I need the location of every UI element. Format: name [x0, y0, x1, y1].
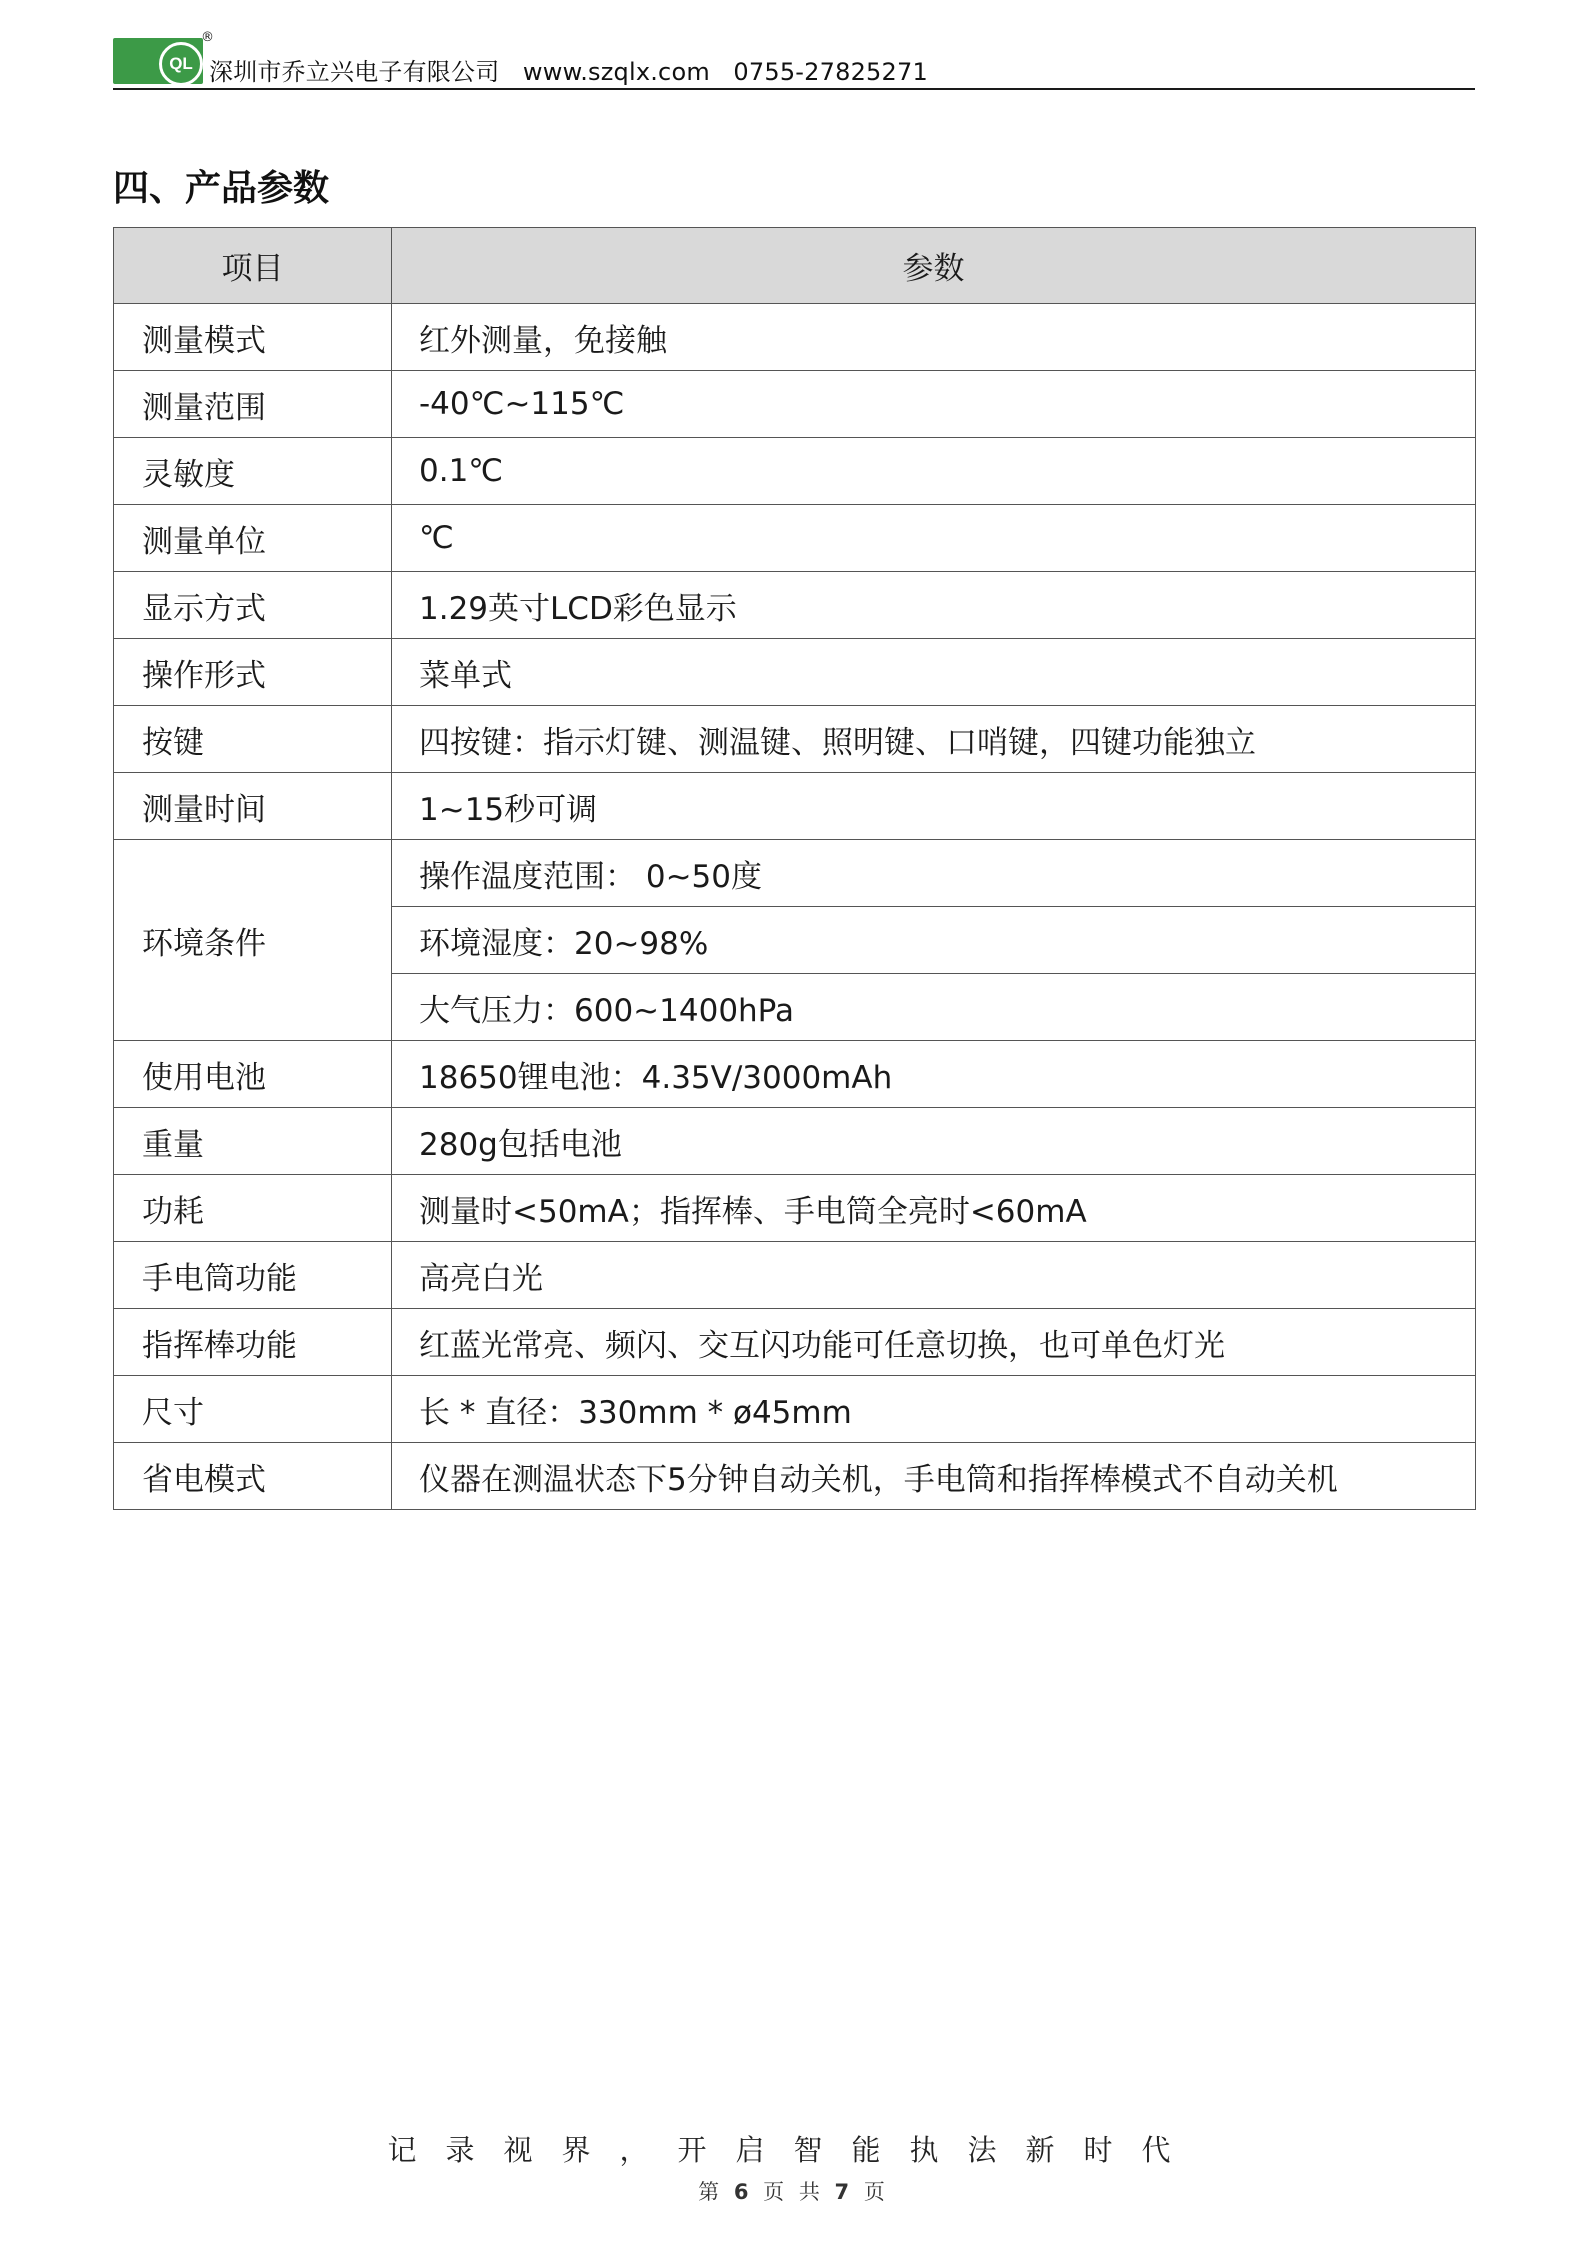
table-row [114, 706, 1476, 773]
row-value: 18650锂电池：4.35V/3000mAh [392, 1041, 1476, 1108]
row-value: ℃ [392, 505, 1476, 572]
column-header-item: 项目 [114, 228, 392, 304]
row-item: 测量单位 [114, 505, 392, 572]
page-number [0, 2176, 1587, 2206]
row-value: 测量时<50mA；指挥棒、手电筒全亮时<60mA [392, 1175, 1476, 1242]
section-title: 四、产品参数 [113, 168, 330, 209]
row-item: 测量范围 [114, 371, 392, 438]
company-website: www.szqlx.com [522, 58, 710, 86]
row-item: 尺寸 [114, 1376, 392, 1443]
row-item: 指挥棒功能 [114, 1309, 392, 1376]
row-item: 操作形式 [114, 639, 392, 706]
page-prefix: 第 [698, 2180, 724, 2204]
page-suffix: 页 [863, 2180, 889, 2204]
page-middle: 页 共 [763, 2180, 824, 2204]
row-value: 仪器在测温状态下5分钟自动关机，手电筒和指挥棒模式不自动关机 [392, 1443, 1476, 1510]
table-row [114, 438, 1476, 505]
row-item: 手电筒功能 [114, 1242, 392, 1309]
table-row [114, 773, 1476, 840]
page-current: 6 [733, 2180, 753, 2204]
company-name: 深圳市乔立兴电子有限公司 [209, 58, 500, 86]
row-item: 环境条件 [114, 840, 392, 1041]
row-value: -40℃~115℃ [392, 371, 1476, 438]
page-header [113, 30, 1475, 90]
row-value: 环境湿度：20~98% [392, 907, 1476, 974]
row-item: 省电模式 [114, 1443, 392, 1510]
table-row [114, 639, 1476, 706]
row-value: 长 * 直径：330mm * ø45mm [392, 1376, 1476, 1443]
row-value: 高亮白光 [392, 1242, 1476, 1309]
row-value: 红外测量，免接触 [392, 304, 1476, 371]
row-item: 测量模式 [114, 304, 392, 371]
table-row [114, 1041, 1476, 1108]
row-item: 灵敏度 [114, 438, 392, 505]
table-row [114, 1175, 1476, 1242]
table-row [114, 1309, 1476, 1376]
row-item: 重量 [114, 1108, 392, 1175]
column-header-value: 参数 [392, 228, 1476, 304]
company-logo [113, 38, 203, 84]
table-row [114, 840, 1476, 907]
logo-mark: QL [159, 42, 203, 86]
row-value: 菜单式 [392, 639, 1476, 706]
header-divider [113, 88, 1475, 90]
table-row [114, 505, 1476, 572]
row-value: 0.1℃ [392, 438, 1476, 505]
row-value: 大气压力：600~1400hPa [392, 974, 1476, 1041]
table-header-row [114, 228, 1476, 304]
table-row [114, 371, 1476, 438]
row-value: 1.29英寸LCD彩色显示 [392, 572, 1476, 639]
table-row [114, 1376, 1476, 1443]
row-item: 显示方式 [114, 572, 392, 639]
table-row [114, 572, 1476, 639]
row-item: 使用电池 [114, 1041, 392, 1108]
row-value: 红蓝光常亮、频闪、交互闪功能可任意切换，也可单色灯光 [392, 1309, 1476, 1376]
row-value: 280g包括电池 [392, 1108, 1476, 1175]
row-item: 测量时间 [114, 773, 392, 840]
page-total: 7 [834, 2180, 854, 2204]
company-phone: 0755-27825271 [733, 58, 928, 86]
table-row [114, 304, 1476, 371]
table-row [114, 1108, 1476, 1175]
row-value: 操作温度范围： 0~50度 [392, 840, 1476, 907]
table-row [114, 1443, 1476, 1510]
header-info [209, 52, 928, 87]
parameter-table [113, 227, 1476, 1510]
row-value: 四按键：指示灯键、测温键、照明键、口哨键，四键功能独立 [392, 706, 1476, 773]
footer-slogan: 记录视界，开启智能执法新时代 [387, 2133, 1200, 2167]
registered-mark: ® [201, 30, 214, 45]
table-row [114, 1242, 1476, 1309]
row-item: 功耗 [114, 1175, 392, 1242]
row-item: 按键 [114, 706, 392, 773]
row-value: 1~15秒可调 [392, 773, 1476, 840]
